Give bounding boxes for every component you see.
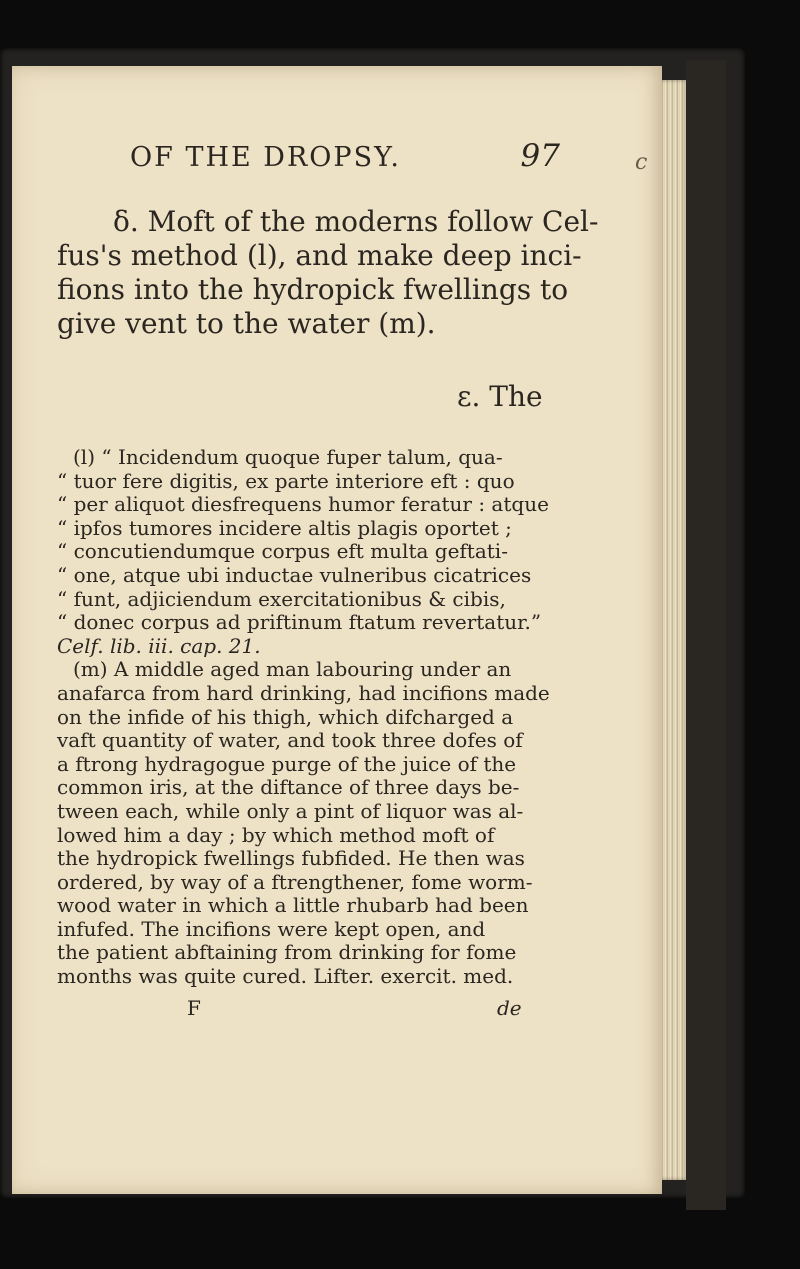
note-line: vaft quantity of water, and took three dofes of: [57, 728, 523, 753]
main-line: fus's method (l), and make deep inci-: [57, 239, 582, 272]
note-line: “ ipfos tumores incidere altis plagis oportet ;: [57, 515, 512, 540]
book-edge: [686, 60, 726, 1210]
page-number: 97: [520, 138, 560, 174]
note-line: “ concutiendumque corpus eft multa geftati-: [57, 539, 508, 564]
note-line: ordered, by way of a ftrengthener, fome worm-: [57, 869, 533, 894]
main-line: give vent to the water (m).: [57, 307, 436, 340]
note-line: (l) “ Incidendum quoque fuper talum, qua-: [73, 445, 503, 469]
note-line: lowed him a day ; by which method moft of: [57, 822, 495, 847]
note-line: (m) A middle aged man labouring under an: [73, 657, 512, 682]
margin-mark: c: [635, 150, 648, 175]
catchword: ε. The: [457, 380, 543, 413]
note-line: the patient abftaining from drinking for fome: [57, 940, 517, 965]
note-citation: Celf. lib. iii. cap. 21.: [57, 633, 261, 658]
note-line: “ per aliquot diesfrequens humor feratur : atque: [57, 492, 549, 517]
note-line: infufed. The incifions were kept open, and: [57, 916, 486, 941]
note-line: “ tuor fere digitis, ex parte interiore eft : quo: [57, 468, 515, 493]
footnote-catchword: de: [497, 996, 522, 1020]
note-line: anafarca from hard drinking, had incifions made: [57, 680, 550, 705]
note-line: the hydropick fwellings fubfided. He then was: [57, 846, 525, 871]
note-line: common iris, at the diftance of three days be-: [57, 775, 520, 800]
note-line: wood water in which a little rhubarb had been: [57, 893, 529, 918]
main-line: fions into the hydropick fwellings to: [57, 273, 569, 306]
note-line: “ funt, adjiciendum exercitationibus & cibis,: [57, 586, 506, 611]
running-title: OF THE DROPSY.: [130, 142, 401, 173]
main-line: δ. Moft of the moderns follow Cel-: [113, 205, 599, 238]
note-line: tween each, while only a pint of liquor was al-: [57, 798, 524, 823]
footnotes: [57, 446, 557, 989]
signature-mark: F: [187, 996, 201, 1020]
running-head: [130, 138, 560, 174]
note-line: “ donec corpus ad priftinum ftatum revertatur.”: [57, 610, 542, 635]
note-line: “ one, atque ubi inductae vulneribus cicatrices: [57, 562, 532, 587]
note-line: months was quite cured. Lifter. exercit. med.: [57, 964, 514, 989]
main-paragraph: [57, 205, 599, 341]
note-line: a ftrong hydragogue purge of the juice of the: [57, 751, 517, 776]
note-line: on the infide of his thigh, which difcharged a: [57, 704, 514, 729]
